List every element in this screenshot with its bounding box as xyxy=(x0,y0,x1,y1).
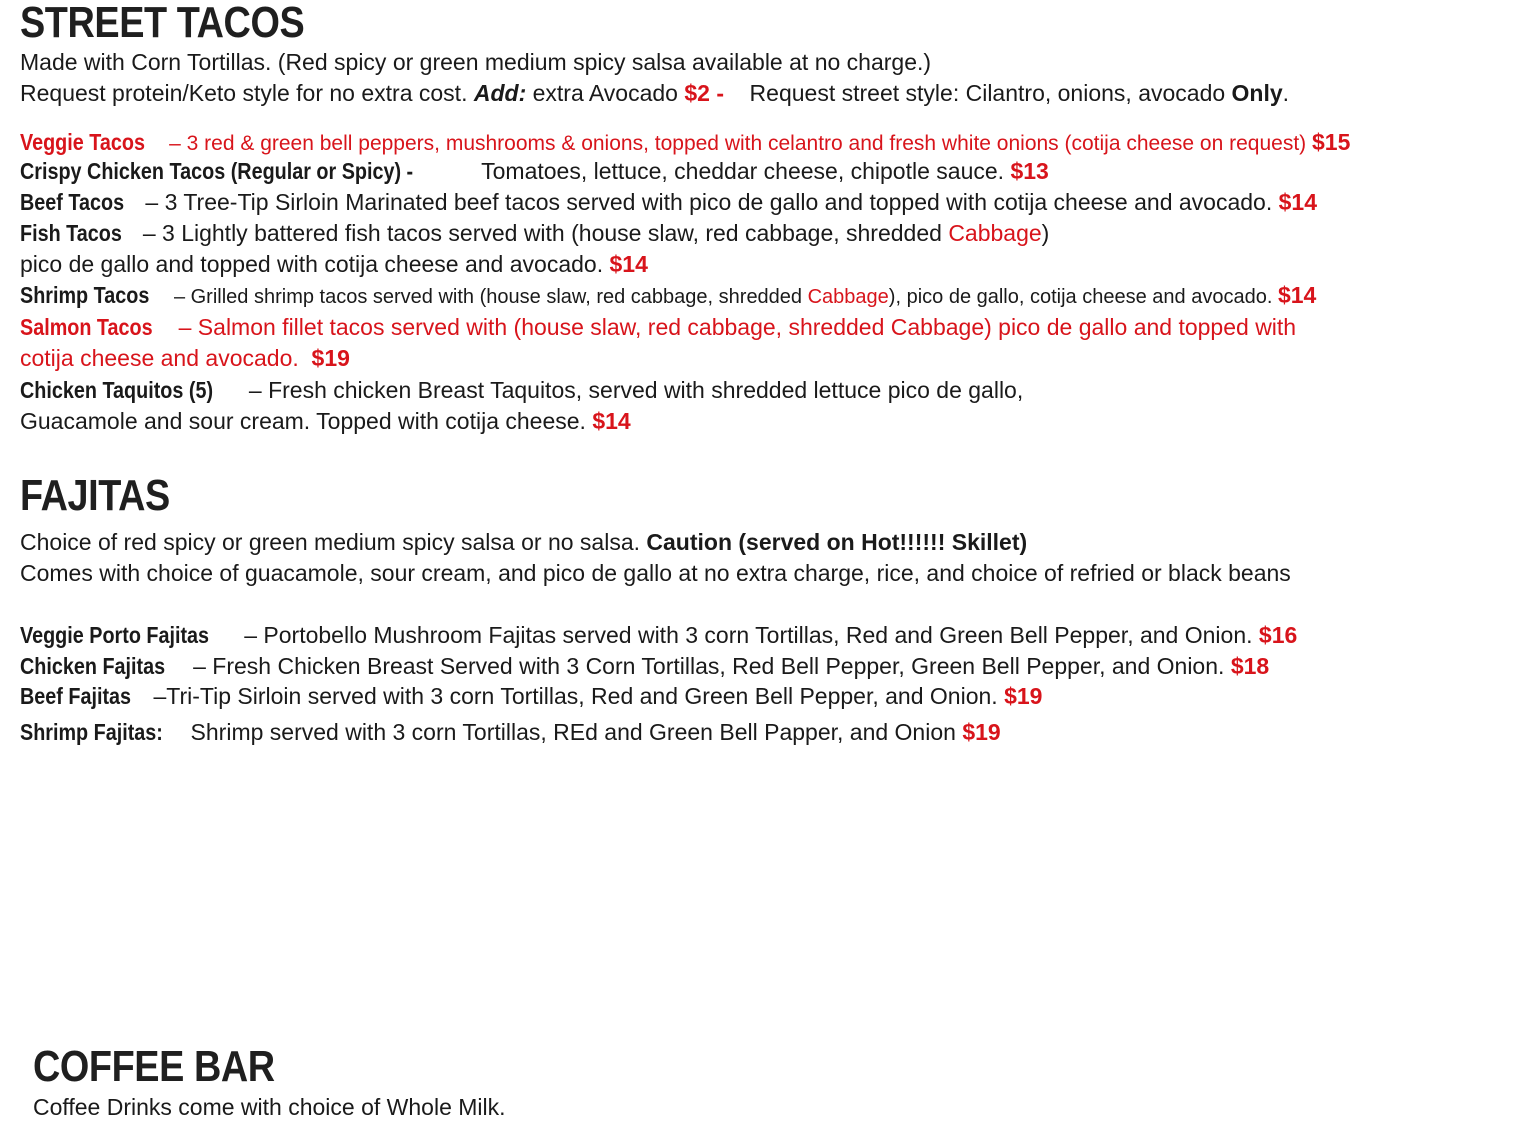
item-price: $14 xyxy=(592,408,631,434)
menu-item-chicken-fajitas: Chicken Fajitas – Fresh Chicken Breast Served with 3 Corn Tortillas, Red Bell Pepper, Green Bell Pepper, and Onion. $18 xyxy=(20,653,1270,679)
menu-item-fish-tacos: Fish Tacos – 3 Lightly battered fish tacos served with (house slaw, red cabbage, shredded Cabbage) xyxy=(20,220,1050,246)
item-name: Chicken Fajitas xyxy=(20,653,166,679)
coffee-bar-heading: COFFEE BAR xyxy=(33,1042,275,1091)
coffee-bar-intro: Coffee Drinks come with choice of Whole Milk. xyxy=(33,1094,506,1120)
item-name: Shrimp Fajitas: xyxy=(20,719,163,745)
item-price: $14 xyxy=(609,251,648,277)
menu-item-beef-tacos xyxy=(20,187,1317,217)
item-price: $14 xyxy=(1278,189,1317,215)
fajitas-intro-1: Choice of red spicy or green medium spicy salsa or no salsa. Caution (served on Hot!!!!!! Skillet) xyxy=(20,529,1028,555)
item-price: $13 xyxy=(1010,158,1049,184)
menu-item-beef-fajitas: Beef Fajitas –Tri-Tip Sirloin served with 3 corn Tortillas, Red and Green Bell Pepper, and Onion. $19 xyxy=(20,683,1043,709)
item-price: $16 xyxy=(1258,622,1298,648)
fajitas-intro-2: Comes with choice of guacamole, sour cream, and pico de gallo at no extra charge, rice, and choice of refried or black beans xyxy=(20,560,1291,586)
avocado-price: $2 - xyxy=(684,80,724,106)
menu-item-salmon-tacos: Salmon Tacos – Salmon fillet tacos served with (house slaw, red cabbage, shredded Cabbage) pico de gallo and topped with xyxy=(20,314,1297,340)
item-name: Beef Fajitas xyxy=(20,683,132,709)
item-desc: – 3 red & green bell peppers, mushrooms & onions, topped with celantro and fresh white onions (cotija cheese on request) xyxy=(163,132,1312,155)
item-price: $19 xyxy=(1004,683,1043,709)
item-name: Veggie Porto Fajitas xyxy=(20,622,210,648)
item-name: Salmon Tacos xyxy=(20,314,153,340)
menu-item-salmon-tacos-line-2: cotija cheese and avocado. $19 xyxy=(20,345,350,371)
item-price: $18 xyxy=(1230,653,1270,679)
menu-item-veggie-tacos xyxy=(20,127,1350,159)
add-label: Add: xyxy=(473,80,527,106)
item-price: $14 xyxy=(1277,282,1317,308)
item-name: Veggie Tacos xyxy=(20,129,145,155)
item-name: Fish Tacos xyxy=(20,220,122,246)
menu-item-crispy-chicken-tacos xyxy=(20,156,1049,186)
item-price: $15 xyxy=(1311,129,1351,155)
item-desc: – 3 Tree-Tip Sirloin Marinated beef tacos served with pico de gallo and topped with cotija cheese and avocado. xyxy=(139,189,1279,215)
item-price: $19 xyxy=(962,719,1001,745)
street-tacos-heading: STREET TACOS xyxy=(20,0,305,47)
street-tacos-intro-1: Made with Corn Tortillas. (Red spicy or green medium spicy salsa available at no charge.) xyxy=(20,49,932,75)
item-name: Chicken Taquitos (5) xyxy=(20,377,214,403)
street-tacos-intro-2: Request protein/Keto style for no extra cost. Add: extra Avocado $2 - Request street style: Cilantro, onions, avocado Only. xyxy=(20,80,1290,106)
menu-item-shrimp-fajitas: Shrimp Fajitas: Shrimp served with 3 corn Tortillas, REd and Green Bell Papper, and Onion $19 xyxy=(20,719,1001,745)
menu-item-chicken-taquitos-line-2: Guacamole and sour cream. Topped with cotija cheese. $14 xyxy=(20,408,631,434)
item-name: Shrimp Tacos xyxy=(20,282,150,308)
item-name: Crispy Chicken Tacos (Regular or Spicy) - xyxy=(20,158,414,184)
fajitas-heading: FAJITAS xyxy=(20,471,170,520)
menu-item-veggie-porto-fajitas: Veggie Porto Fajitas – Portobello Mushroom Fajitas served with 3 corn Tortillas, Red and Green Bell Pepper, and Onion. $16 xyxy=(20,622,1298,648)
item-price: $19 xyxy=(311,345,350,371)
item-name: Beef Tacos xyxy=(20,189,125,215)
menu-item-fish-tacos-line-2: pico de gallo and topped with cotija cheese and avocado. $14 xyxy=(20,251,648,277)
menu-item-chicken-taquitos: Chicken Taquitos (5) – Fresh chicken Breast Taquitos, served with shredded lettuce pico de gallo, xyxy=(20,377,1024,403)
menu-item-shrimp-tacos: Shrimp Tacos – Grilled shrimp tacos served with (house slaw, red cabbage, shredded Cabbage), pico de gallo, cotija cheese and avocado. $14 xyxy=(20,282,1317,308)
item-desc: Tomatoes, lettuce, cheddar cheese, chipotle sauce. xyxy=(475,158,1011,184)
caution-text: Caution (served on Hot!!!!!! Skillet) xyxy=(646,529,1028,555)
